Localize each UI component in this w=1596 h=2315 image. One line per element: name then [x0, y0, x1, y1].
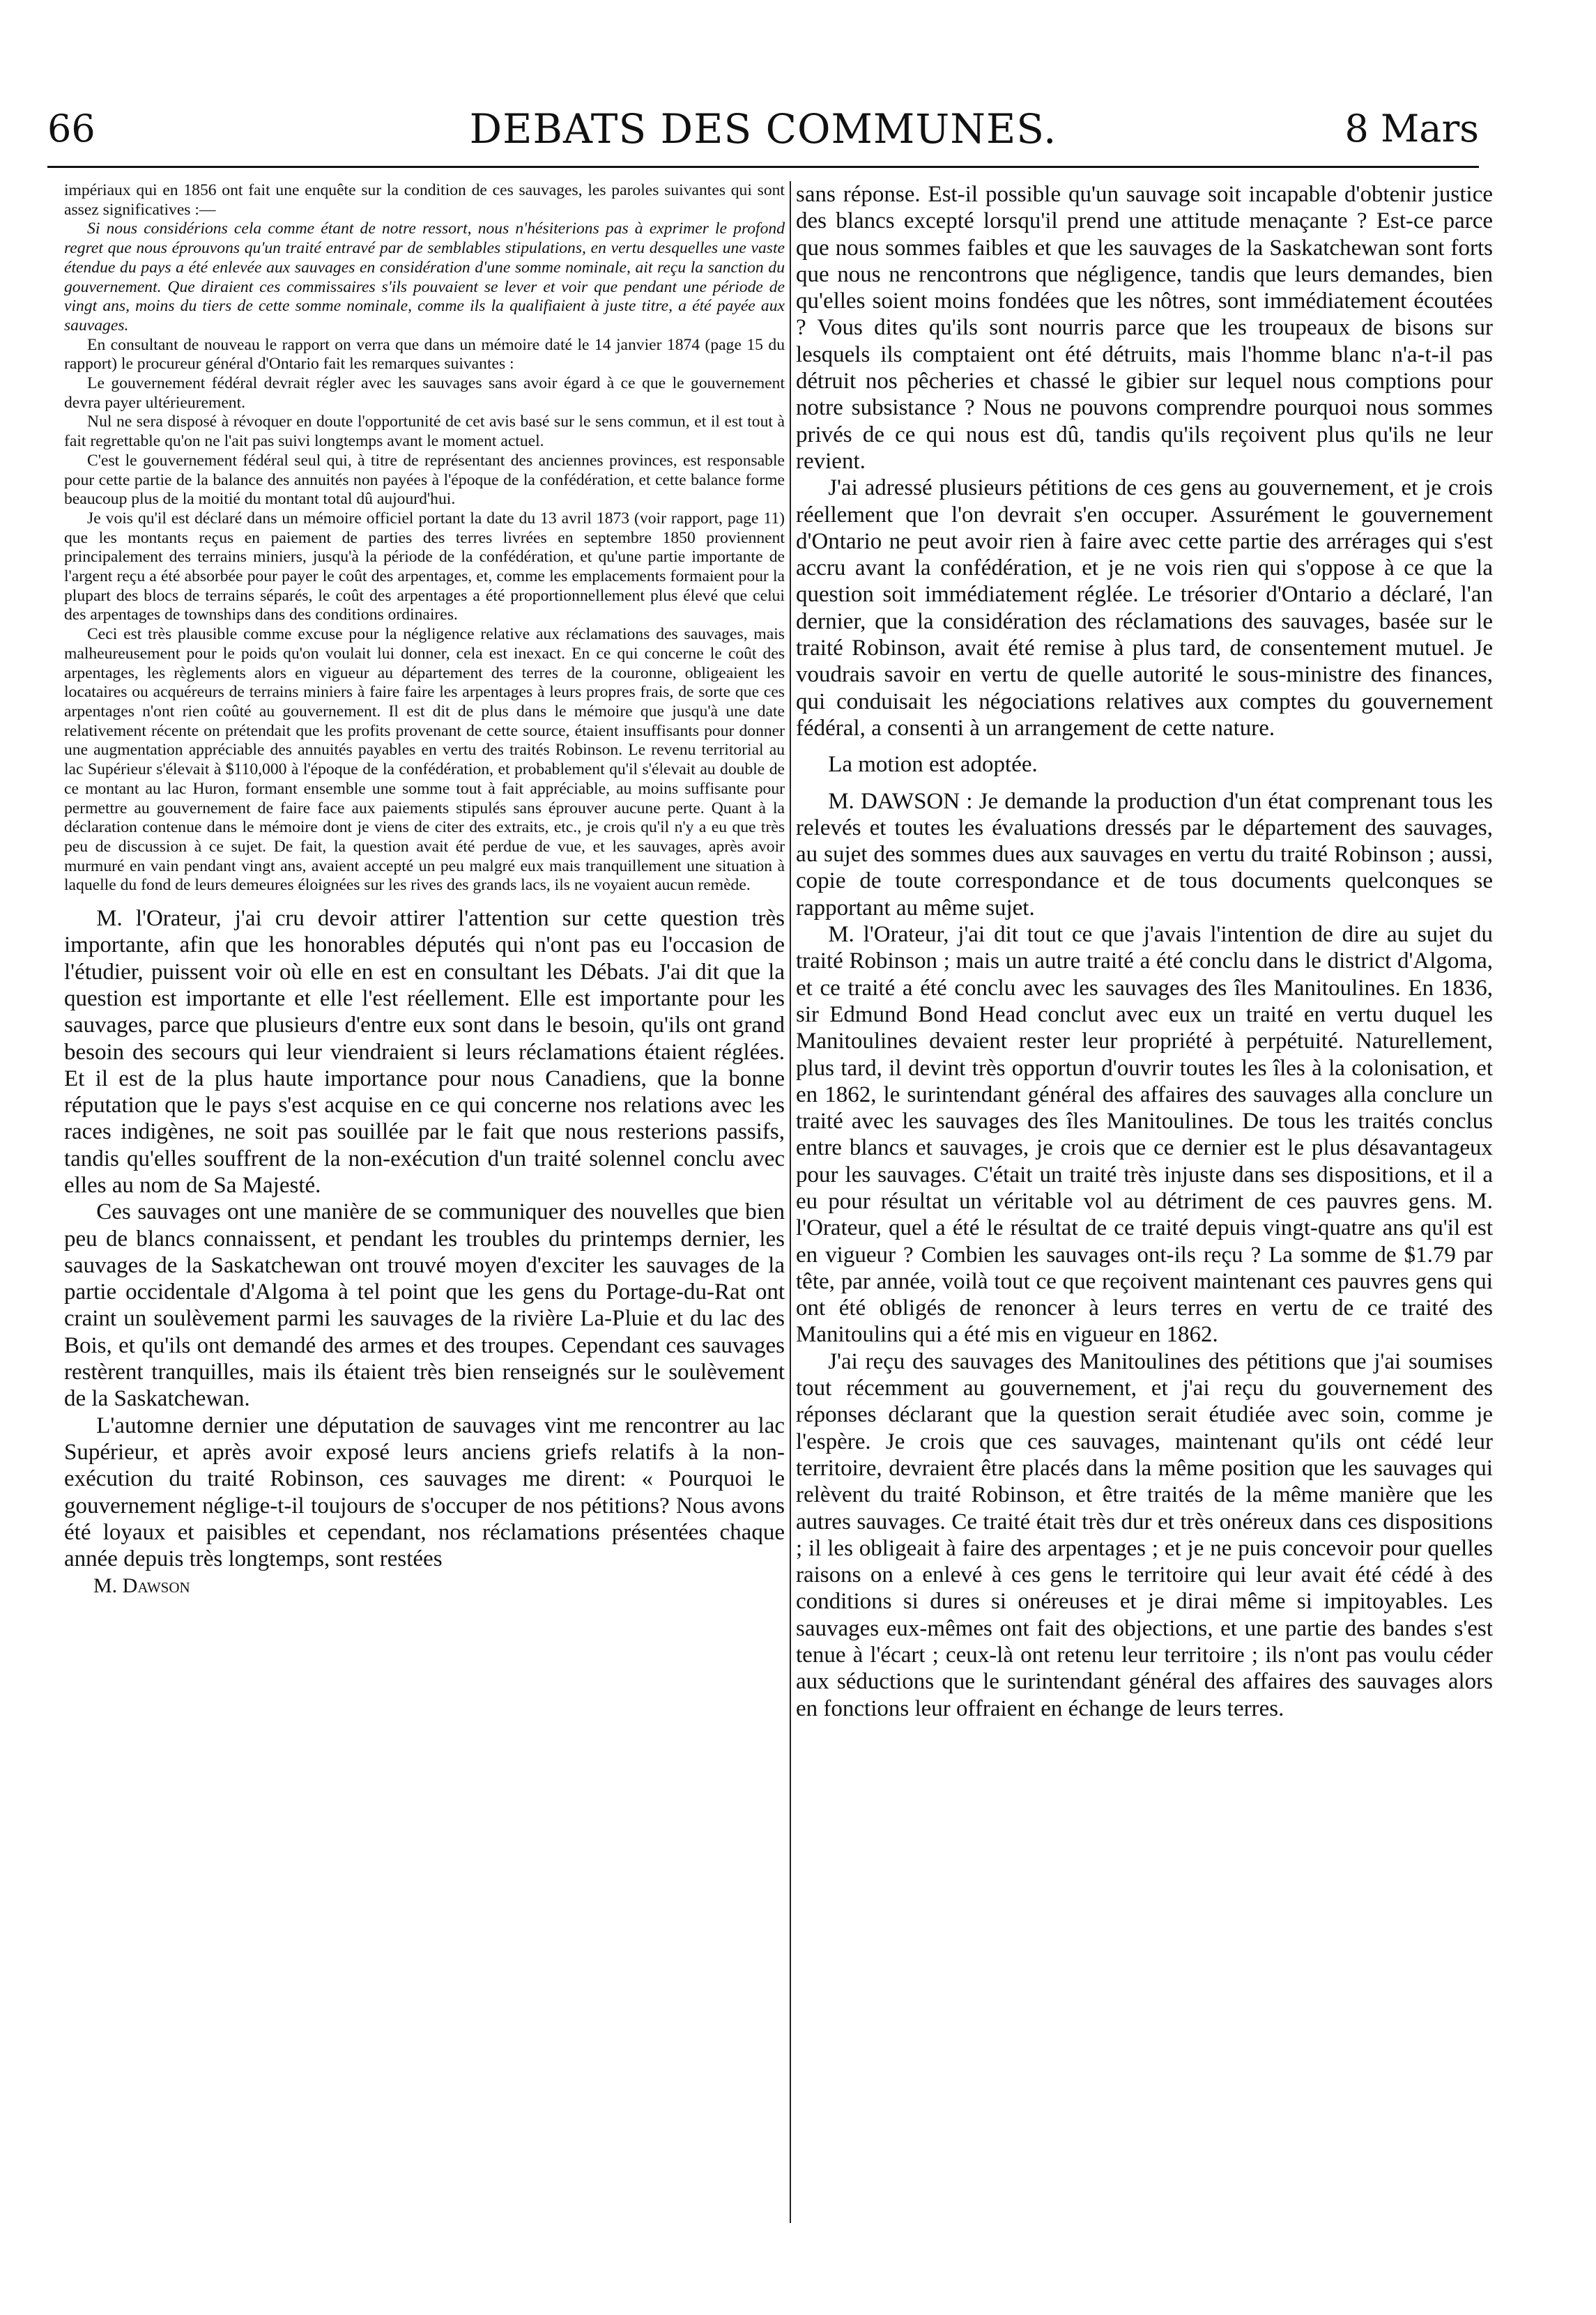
paragraph: En consultant de nouveau le rapport on verra que dans un mémoire daté le 14 janvier 1874 (page 15 du rapport) le procureur général d'Ontario fait les remarques suivantes : — [64, 335, 785, 374]
page-date: 8 Mars — [1344, 107, 1479, 151]
paragraph: J'ai adressé plusieurs pétitions de ces gens au gouvernement, et je crois réellement que l'on devrait s'en occuper. Assurément le gouvernement d'Ontario ne peut avoir rien à faire avec cette partie des arrérages qui s'est accru avant la confédération, et je ne vois rien qui s'oppose à ce que la question soit immédiatement réglée. Le trésorier d'Ontario a déclaré, l'an dernier, que la considération des réclamations des sauvages, basée sur le traité Robinson, avait été remise à plus tard, de consentement mutuel. Je voudrais savoir en vertu de quelle autorité le sous-ministre des finances, qui conduisait les négociations relatives aux comptes du gouvernement fédéral, a consenti à un arrangement de cette nature. — [796, 475, 1493, 741]
paragraph: M. l'Orateur, j'ai cru devoir attirer l'attention sur cette question très importante, afin que les honorables députés qui n'ont pas eu l'occasion de l'étudier, puissent voir où elle en est en consultant les Débats. J'ai dit que la question est importante et elle l'est réellement. Elle est importante pour les sauvages, parce que plusieurs d'entre eux sont dans le besoin, qu'ils ont grand besoin des secours qui leur viendraient si leurs réclamations étaient réglées. Et il est de la plus haute importance pour nous Canadiens, que la bonne réputation que le pays s'est acquise en ce qui concerne nos relations avec les races indigènes, ne soit pas souillée par le fait que nous resterions passifs, tandis qu'elles souffrent de la non-exécution d'un traité solennel conclu avec elles au nom de Sa Majesté. — [64, 906, 785, 1198]
left-column — [64, 181, 785, 2293]
paragraph: Si nous considérions cela comme étant de notre ressort, nous n'hésiterions pas à exprimer le profond regret que nous éprouvons qu'un traité entravé par de semblables stipulations, en vertu desquelles une vaste étendue du pays a été enlevée aux sauvages en considération d'une somme nominale, ait reçu la sanction du gouvernement. Que diraient ces commissaires s'ils pouvaient se lever et voir que pendant une période de vingt ans, moins du tiers de cette somme nominale, comme ils la qualifiaient à juste titre, a été payée aux sauvages. — [64, 220, 785, 334]
right-column — [796, 181, 1493, 2293]
speaker-signature: M. Dawson — [93, 1574, 190, 1598]
paragraph: Ces sauvages ont une manière de se communiquer des nouvelles que bien peu de blancs connaissent, et pendant les troubles du printemps dernier, les sauvages de la Saskatchewan ont trouvé moyen d'exciter les sauvages de la partie occidentale d'Algoma à tel point que les gens du Portage-du-Rat ont craint un soulèvement parmi les sauvages de la rivière La-Pluie et du lac des Bois, et qu'ils ont demandé des armes et des troupes. Cependant ces sauvages restèrent tranquilles, mais ils étaient très bien renseignés sur le soulèvement de la Saskatchewan. — [64, 1199, 785, 1412]
quoted-report-section — [64, 181, 785, 895]
motion-adopted: La motion est adoptée. — [828, 752, 1038, 778]
paragraph: L'automne dernier une députation de sauvages vint me rencontrer au lac Supérieur, et après avoir exposé leurs anciens griefs relatifs à la non-exécution du traité Robinson, ces sauvages me dirent: « Pourquoi le gouvernement néglige-t-il toujours de s'occuper de nos pétitions? Nous avons été loyaux et paisibles et cependant, nos réclamations présentées chaque année depuis très longtemps, sont restées — [64, 1413, 785, 1572]
page-number: 66 — [47, 107, 95, 151]
page-title: DEBATS DES COMMUNES. — [469, 105, 1057, 153]
paragraph: M. l'Orateur, j'ai dit tout ce que j'avais l'intention de dire au sujet du traité Robinson ; mais un autre traité a été conclu dans le district d'Algoma, et ce traité a été conclu avec les sauvages des îles Manitoulines. En 1836, sir Edmund Bond Head conclut avec eux un traité en vertu duquel les Manitoulines devaient rester leur propriété à perpétuité. Naturellement, plus tard, il devint très opportun d'ouvrir toutes les îles à la colonisation, et en 1862, le surintendant général des affaires des sauvages alla conclure un traité avec les sauvages des îles Manitoulines. De tous les traités conclus entre blancs et sauvages, je crois que ce dernier est le plus désavantageux pour les sauvages. C'était un traité très injuste dans ses dispositions, et il a eu pour résultat un véritable vol au détriment de ces pauvres gens. M. l'Orateur, quel a été le résultat de ce traité depuis vingt-quatre ans qu'il est en vigueur ? Combien les sauvages ont-ils reçu ? La somme de $1.79 par tête, par année, voilà tout ce que reçoivent maintenant ces pauvres gens qui ont été obligés de renoncer à leurs terres en vertu de ce traité des Manitoulins qui a été mis en vigueur en 1862. — [796, 922, 1493, 1348]
speech-section — [64, 905, 785, 1572]
header-rule — [47, 166, 1479, 168]
paragraph: sans réponse. Est-il possible qu'un sauvage soit incapable d'obtenir justice des blancs excepté lorsqu'il prend une attitude menaçante ? Est-ce parce que nous sommes faibles et que les sauvages de la Saskatchewan sont forts que nous ne rencontrons que négligence, tandis que leurs demandes, bien qu'elles soient moins fondées que les nôtres, sont immédiatement écoutées ? Vous dites qu'ils sont nourris parce que les troupeaux de bisons sur lesquels ils comptaient ont été détruits, mais l'homme blanc n'a-t-il pas détruit nos pêcheries et chassé le gibier sur lequel nous comptions pour notre subsistance ? Nous ne pouvons comprendre pourquoi nous sommes privés de ce qui nous est dû, tandis qu'ils reçoivent plus qu'ils ne leur revient. — [796, 182, 1493, 474]
paragraph: M. DAWSON : Je demande la production d'un état comprenant tous les relevés et toutes les évaluations dressés par le département des sauvages, au sujet des sommes dues aux sauvages en vertu du traité Robinson ; aussi, copie de toute correspondance et de tous documents quelconques se rapportant au même sujet. — [796, 788, 1493, 921]
paragraph: Le gouvernement fédéral devrait régler avec les sauvages sans avoir égard à ce que le gouvernement devra payer ultérieurement. — [64, 374, 785, 412]
page-header — [47, 105, 1479, 153]
paragraph: C'est le gouvernement fédéral seul qui, à titre de représentant des anciennes provinces, est responsable pour cette partie de la balance des annuités non payées à l'époque de la confédération, et cette balance forme beaucoup plus de la moitié du montant total dû aujourd'hui. — [64, 451, 785, 509]
paragraph: Je vois qu'il est déclaré dans un mémoire officiel portant la date du 13 avril 1873 (voir rapport, page 11) que les montants reçus en paiement de parties des terres livrées en septembre 1850 proviennent principalement des terrains miniers, jusqu'à la période de la confédération, et qu'une partie importante de l'argent reçu a été absorbée pour payer le coût des arpentages, et, comme les emplacements formaient pour la plupart des blocs de terrains séparés, le coût des arpentages a été proportionnellement plus élevé que celui des arpentages de townships dans des conditions ordinaires. — [64, 509, 785, 624]
paragraph: Ceci est très plausible comme excuse pour la négligence relative aux réclamations des sauvages, mais malheureusement pour le poids qu'on voulait lui donner, cela est inexact. En ce qui concerne le coût des arpentages, les règlements alors en vigueur au département des terres de la couronne, obligeaient les locataires ou acquéreurs de terrains miniers à faire faire les arpentages à leurs propres frais, de sorte que ces arpentages n'ont rien coûté au gouvernement. Il est dit de plus dans le mémoire que jusqu'à une date relativement récente on prétendait que les profits provenant de cette source, étaient insuffisants pour donner une augmentation appréciable des annuités payables en vertu des traités Robinson. Le revenu territorial au lac Supérieur s'élevait à $110,000 à l'époque de la confédération, et probablement qu'il s'élevait au double de ce montant au lac Huron, formant ensemble une somme tout à fait appréciable, au moins suffisante pour permettre au gouvernement de faire face aux paiements stipulés sans éprouver aucune perte. Quant à la déclaration contenue dans le mémoire dont je viens de citer des extraits, etc., je crois qu'il n'y a eu que très peu de discussion à ce sujet. De fait, la question avait été perdue de vue, et les sauvages, après avoir murmuré en vain pendant vingt ans, avaient accepté un peu malgré eux mais tranquillement une situation à laquelle du fond de leurs demeures éloignées sur les rives des grands lacs, ils ne voyaient aucun remède. — [64, 625, 785, 895]
paragraph: J'ai reçu des sauvages des Manitoulines des pétitions que j'ai soumises tout récemment au gouvernement, et j'ai reçu du gouvernement des réponses déclarant que la question serait étudiée avec soin, comme je l'espère. Je crois que ces sauvages, maintenant qu'ils ont cédé leur territoire, devraient être placés dans la même position que les sauvages qui relèvent du traité Robinson, et être traités de la même manière que les autres sauvages. Ce traité était très dur et très onéreux dans ces dispositions ; il les obligeait à faire des arpentages ; et je ne puis concevoir pour quelles raisons on a enlevé à ces gens le territoire qui leur avait été cédé à des conditions si dures si onéreuses et je dirai même si impitoyables. Les sauvages eux-mêmes ont fait des objections, et une partie des bandes s'est tenue à l'écart ; ceux-là ont retenu leur territoire ; ils n'ont pas voulu céder aux séductions que le surintendant général des affaires des sauvages alors en fonctions leur offraient en échange de leurs terres. — [796, 1348, 1493, 1721]
paragraph: Nul ne sera disposé à révoquer en doute l'opportunité de cet avis basé sur le sens commun, et il est tout à fait regrettable qu'on ne l'ait pas suivi longtemps avant le moment actuel. — [64, 413, 785, 451]
paragraph: impériaux qui en 1856 ont fait une enquête sur la condition de ces sauvages, les paroles suivantes qui sont assez significatives :— — [64, 181, 785, 219]
column-divider — [790, 181, 791, 2223]
